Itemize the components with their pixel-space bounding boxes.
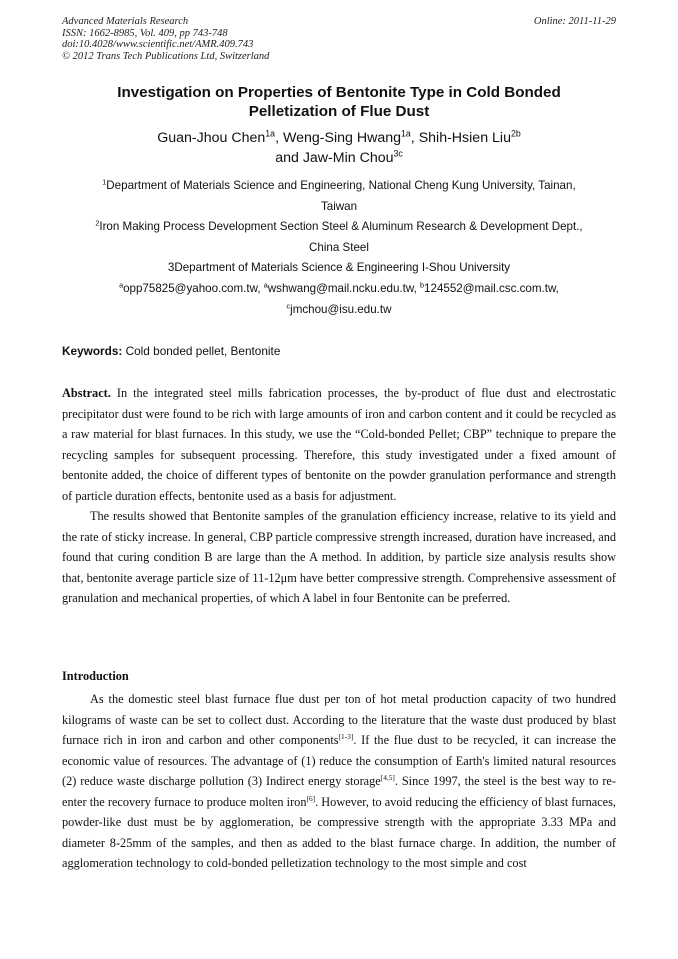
author-2: Weng-Sing Hwang [282,130,401,146]
introduction [62,689,616,874]
affiliations [62,176,616,320]
abstract-paragraph-1 [62,383,616,506]
citation-3[interactable]: [6] [306,793,316,803]
affiliation-1-sup: 1 [102,177,107,187]
keywords [62,343,616,359]
email-line-2 [62,300,616,321]
email-a-sup: a [119,280,124,290]
affiliation-3: 3Department of Materials Science & Engineering I-Shou University [167,261,511,275]
citation-2[interactable]: [4,5] [380,773,395,783]
email-a[interactable]: opp75825@yahoo.com.tw, [123,281,264,295]
email-c[interactable]: 124552@mail.csc.com.tw, [424,281,559,295]
email-b-sup: a [263,280,268,290]
affiliation-2-sup: 2 [95,218,100,228]
author-sep: , [275,130,283,146]
intro-text-3: . Since 1997, the steel is the best way to re-enter the recovery furnace to produce molten iron [62,774,616,809]
title-line-1: Investigation on Properties of Bentonite Type in Cold Bonded [117,84,561,101]
introduction-heading: Introduction [62,669,129,683]
email-d[interactable]: jmchou@isu.edu.tw [290,302,392,316]
author-4: and Jaw-Min Chou [275,150,394,166]
title-line-2: Pelletization of Flue Dust [248,103,430,120]
intro-text-2: . If the flue dust to be recycled, it can increase the economic value of resources. The advantage of (1) reduce the consumption of Earth's limited natural resources (2) reduce waste discharge pollution (3) Indirect energy storage [62,733,616,789]
journal-header [62,16,616,62]
author-1-sup: 1a [265,128,276,139]
journal-copyright: © 2012 Trans Tech Publications Ltd, Switzerland [62,50,270,62]
author-3-sup: 2b [510,128,521,139]
author-2-sup: 1a [401,128,411,139]
affiliation-2-line-1: Iron Making Process Development Section Steel & Aluminum Research & Development Dept., [99,220,583,234]
affiliation-2-line-2: China Steel [309,240,369,254]
abstract-paragraph-2: The results showed that Bentonite samples of the granulation efficiency increase, relative to its yield and the rate of sticky increase. In general, CBP particle compressive strength increased, duration have increased, and found that curing condition B are large than the A method. In addition, by particle size analysis results show that, bentonite average particle size of 11-12μm have better compressive strength. Comprehensive assessment of granulation and mechanical properties, of which A label in four Bentonite can be preferred. [62,509,616,606]
affiliation-1 [62,176,616,197]
keywords-text: Cold bonded pellet, Bentonite [122,344,281,358]
paper-title [62,83,616,121]
journal-issn: ISSN: 1662-8985, Vol. 409, pp 743-748 [62,27,228,39]
email-line-1 [62,279,616,300]
citation-1[interactable]: [1-3] [338,731,354,741]
abstract-label: Abstract. [62,386,111,400]
abstract-text-1: In the integrated steel mills fabrication processes, the by-product of flue dust and electrostatic precipitator dust were found to be rich with large amounts of iron and carbon content and it could be recycled as a raw material for blast furnaces. In this study, we use the “Cold-bonded Pellet; CBP” technique to prepare the recycling samples for subsequent processing. Therefore, this study investigated under a fixed amount of bentonite added, the choice of different types of bentonite on the powder granulation performance and strength of particle duration effects, bentonite used as a basis for adjustment. [62,386,616,503]
affiliation-2 [62,217,616,238]
journal-name: Advanced Materials Research [62,16,189,27]
author-1: Guan-Jhou Chen [157,130,266,146]
affiliation-1-line-1: Department of Materials Science and Engineering, National Cheng Kung University, Tainan, [106,179,576,192]
introduction-paragraph [62,689,616,874]
email-d-sup: c [286,301,291,311]
author-list [62,128,616,168]
abstract [62,383,616,609]
journal-doi: doi:10.4028/www.scientific.net/AMR.409.743 [62,39,254,50]
keywords-label: Keywords: [62,344,123,358]
author-3: Shih-Hsien Liu [418,130,511,146]
affiliation-1-line-2: Taiwan [320,199,358,213]
intro-text-4: . However, to avoid reducing the efficiency of blast furnaces, powder-like dust must be by agglomeration, be compressive strength with the appropriate 3.33 MPa and diameter 8-25mm of the samples, and then as added to the blast furnace charge. In addition, the number of agglomeration technology to cold-bonded pelletization technology to the most simple and cost [62,794,616,871]
email-c-sup: b [420,280,425,290]
author-4-sup: 3c [393,148,403,159]
online-date: Online: 2011-11-29 [533,16,616,27]
intro-text-1: As the domestic steel blast furnace flue dust per ton of hot metal production capacity of two hundred kilograms of waste can be set to collect dust. According to the literature that the waste dust produced by blast furnace rich in iron and carbon and other components [62,692,616,748]
author-sep: , [410,130,419,146]
email-b[interactable]: wshwang@mail.ncku.edu.tw, [267,281,421,295]
